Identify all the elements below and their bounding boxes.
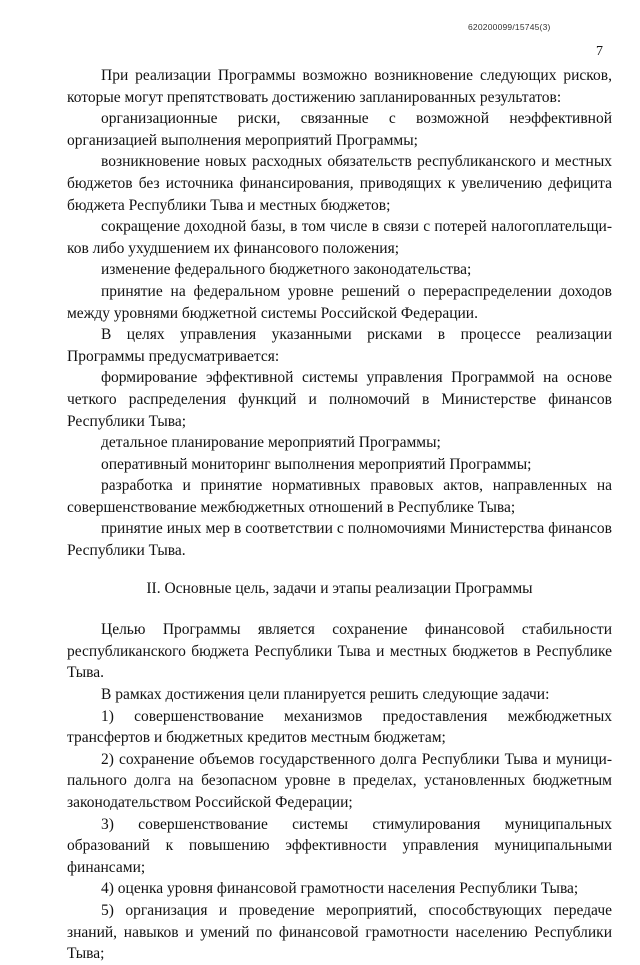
task-item-1: 1) совершенствование механизмов предоставления межбюджетных трансфертов и бюджетных кредитов местным бюджетам;	[67, 707, 612, 747]
task-item-2: 2) сохранение объемов государственного долга Республики Тыва и муниципального долга на безопасном уровне в пределах, установленных бюджетным законодательством Российской Федерации;	[67, 750, 612, 811]
page-number: 7	[596, 44, 603, 59]
document-code: 620200099/15745(3)	[468, 22, 551, 32]
measure-item-monitoring: оперативный мониторинг выполнения мероприятий Программы;	[101, 455, 532, 473]
risk-item-redistribution: принятие на федеральном уровне решений о перераспределении доходов между уровнями бюджетной системы Российской Федерации.	[67, 282, 612, 322]
measure-item-detailed-planning: детальное планирование мероприятий Программы;	[101, 434, 441, 452]
risk-item-new-obligations: возникновение новых расходных обязательств республиканского и местных бюджетов без источника финансирования, приводящих к увеличению дефицита бюджета Республики Тыва и местных бюджетов;	[67, 153, 612, 214]
tasks-intro-paragraph: В рамках достижения цели планируется решить следующие задачи:	[101, 686, 550, 704]
measure-item-legal-acts: разработка и принятие нормативных правовых актов, направленных на совершенствование межбюджетных отношений в Республике Тыва;	[67, 477, 612, 516]
risk-item-revenue-reduction: сокращение доходной базы, в том числе в связи с потерей налогоплательщиков либо ухудшением их финансового положения;	[67, 218, 612, 257]
page-body	[67, 65, 612, 965]
risks-intro-paragraph: При реализации Программы возможно возникновение следующих рисков, которые могут препятствовать достижению запланированных результатов:	[67, 67, 612, 106]
goal-paragraph: Целью Программы является сохранение финансовой стабильности республиканского бюджета Республики Тыва и местных бюджетов в Республике Тыва.	[67, 621, 612, 682]
measure-item-other-measures: принятие иных мер в соответствии с полномочиями Министерства финансов Республики Тыва.	[67, 520, 612, 560]
risk-item-legislation-change: изменение федерального бюджетного законодательства;	[101, 261, 472, 279]
risk-item-organizational: организационные риски, связанные с возможной неэффективной организацией выполнения мероприятий Программы;	[67, 110, 612, 149]
task-item-4: 4) оценка уровня финансовой грамотности населения Республики Тыва;	[101, 880, 579, 898]
measure-item-management-system: формирование эффективной системы управления Программой на основе четкого распределения функций и полномочий в Министерстве финансов Республики Тыва;	[67, 369, 612, 430]
risk-management-intro: В целях управления указанными рисками в процессе реализации Программы предусматривается:	[67, 326, 612, 365]
task-item-5: 5) организация и проведение мероприятий, способствующих передаче знаний, навыков и умений по финансовой грамотности населению Республики Тыва;	[67, 901, 612, 963]
section-heading: II. Основные цель, задачи и этапы реализации Программы	[146, 579, 533, 597]
task-item-3: 3) совершенствование системы стимулирования муниципальных образований к повышению эффективности управления муниципальными финансами;	[67, 815, 612, 876]
